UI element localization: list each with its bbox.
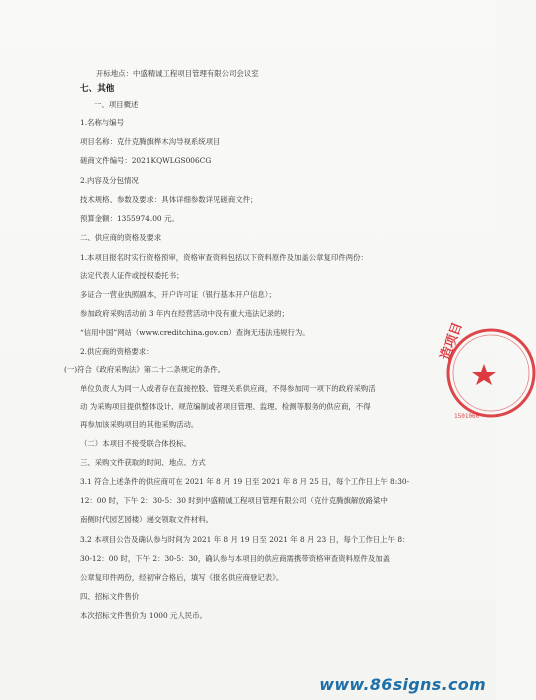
procurement-law-condition: (一)符合《政府采购法》第二十二条规定的条件。: [64, 365, 225, 374]
item-content-and-lots: 2.内容及分包情况: [80, 176, 139, 185]
acquisition-time-2: 12：00 时，下午 2：30-5：30 时到中盛精诚工程项目管理有限公司（克什克腾旗解放路粱中: [80, 496, 388, 505]
subheading-document-acquisition: 三、采购文件获取的时间、地点、方式: [80, 458, 206, 467]
qualification-requirements: 2.供应商的资格要求：: [80, 347, 154, 356]
subheading-document-price: 四、招标文件售价: [80, 592, 140, 601]
announcement-period-3: 公章复印件两份，经初审合格后，填写《报名供应商登记表》。: [80, 573, 284, 582]
item-name-and-number: 1.名称与编号: [80, 118, 125, 127]
no-violation-record: 参加政府采购活动前 3 年内在经营活动中没有重大违法记录的；: [80, 309, 289, 318]
announcement-period-1: 3.2 本项目公告及确认参与时间为 2021 年 8 月 19 日至 2021 年 8 月 23 日，每个工作日上午 8：: [80, 535, 410, 544]
svg-text:1501060: 1501060: [454, 413, 480, 420]
credit-china-check: “信用中国”网站（www.creditchina.gov.cn）查询无违法违规行为。: [80, 328, 310, 337]
related-party-restriction-1: 单位负责人为同一人或者存在直接控股、管理关系供应商，不得参加同一项下的政府采购活: [80, 384, 376, 393]
bid-opening-location: 开标地点：中盛精诚工程项目管理有限公司会议室: [96, 69, 259, 78]
company-seal-stamp: [438, 318, 536, 428]
project-name: 项目名称：克什克腾旗桦木沟导视系统项目: [80, 137, 221, 146]
budget-amount: 预算金额：1355974.00 元。: [80, 214, 179, 223]
related-party-restriction-3: 再参加该采购项目的其他采购活动。: [80, 420, 199, 429]
site-watermark: www.86signs.com: [319, 675, 486, 694]
business-license: 多证合一营业执照副本，开户许可证（银行基本开户信息）；: [80, 290, 276, 299]
acquisition-time-3: 南侧时代园艺园楼）递交领取文件材料。: [80, 515, 214, 524]
document-number: 磋商文件编号：2021KQWLGS006CG: [80, 156, 212, 165]
announcement-period-2: 30-12：00 时，下午 2：30-5：30，确认参与本项目的供应商需携带资格审查资料原件及加盖: [80, 554, 391, 563]
technical-specs: 技术规格、参数及要求：具体详细参数详见磋商文件；: [80, 195, 258, 204]
no-consortium: （二）本项目不接受联合体投标。: [80, 439, 191, 448]
star-icon: [472, 364, 496, 385]
document-price: 本次招标文件售价为 1000 元人民币。: [80, 611, 207, 620]
acquisition-time-1: 3.1 符合上述条件的供应商可在 2021 年 8 月 19 日至 2021 年 8 月 25 日，每个工作日上午 8:30-: [80, 477, 410, 486]
subheading-project-overview: 一、项目概述: [94, 100, 139, 109]
svg-text:造项目: 造项目: [438, 320, 466, 363]
related-party-restriction-2: 动 为采购项目提供整体设计、规范编制或者项目管理、监理、检测等服务的供应商，不得: [80, 402, 371, 411]
prequalification-requirement: 1.本项目报名时实行资格预审，资格审查资料包括以下资料原件及加盖公章复印件两份：: [80, 253, 368, 262]
legal-representative: 法定代表人证件或授权委托书；: [80, 271, 184, 280]
subheading-supplier-qualifications: 二、供应商的资格及要求: [80, 233, 162, 242]
section-heading-other: 七、其他: [80, 84, 115, 94]
